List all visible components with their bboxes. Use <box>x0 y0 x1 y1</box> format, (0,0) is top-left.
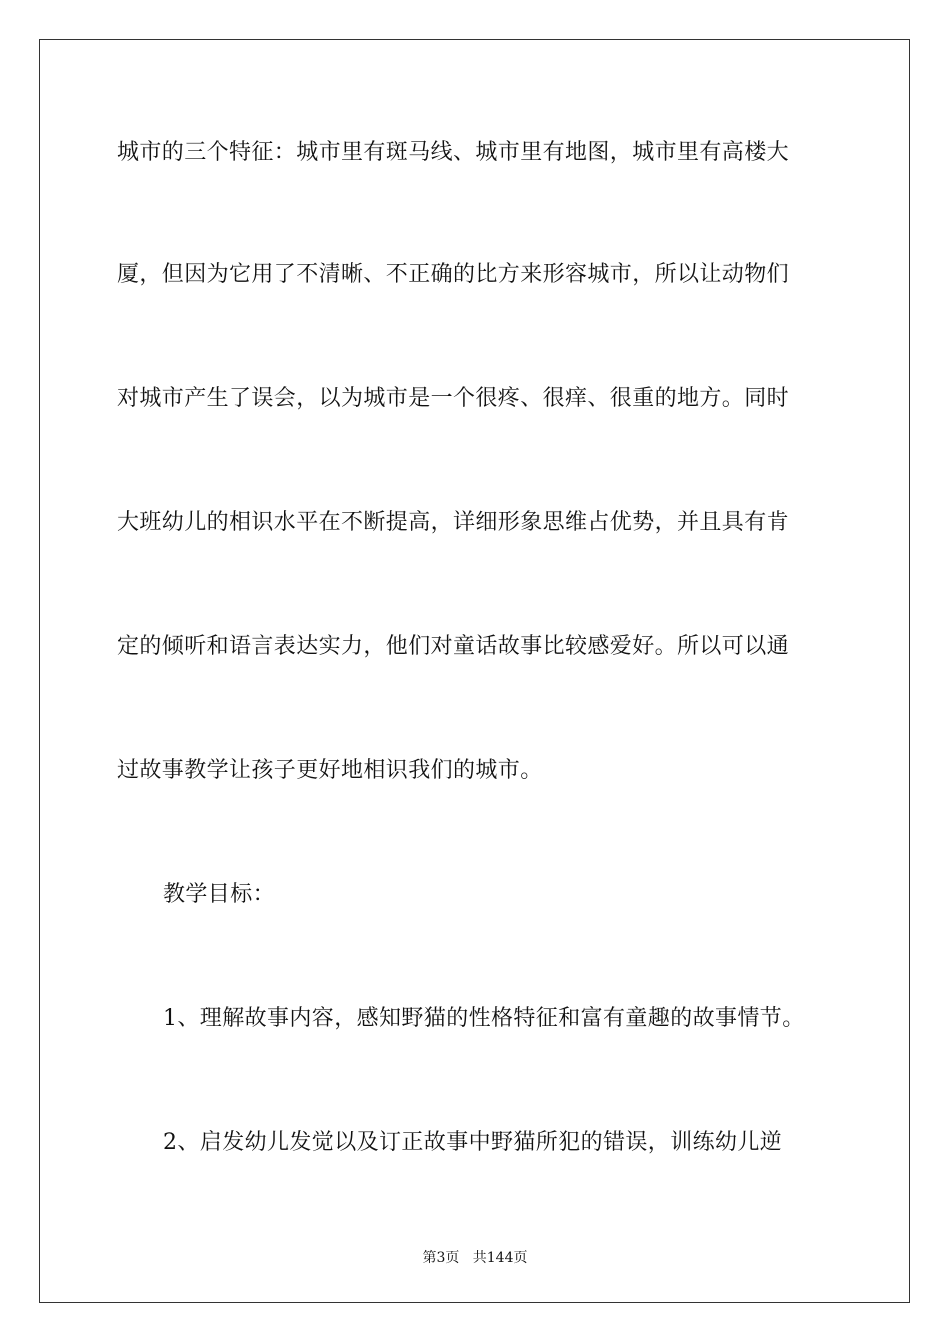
page-border <box>39 39 910 1303</box>
list-item: 2、启发幼儿发觉以及订正故事中野猫所犯的错误，训练幼儿逆 <box>163 1130 783 1155</box>
paragraph-line: 厦，但因为它用了不清晰、不正确的比方来形容城市，所以让动物们 <box>117 262 790 287</box>
paragraph-line: 大班幼儿的相识水平在不断提高，详细形象思维占优势，并且具有肯 <box>117 510 790 535</box>
paragraph-line: 过故事教学让孩子更好地相识我们的城市。 <box>117 758 543 783</box>
section-heading: 教学目标： <box>163 882 276 907</box>
paragraph-line: 定的倾听和语言表达实力，他们对童话故事比较感爱好。所以可以通 <box>117 634 790 659</box>
paragraph-line: 城市的三个特征：城市里有斑马线、城市里有地图，城市里有高楼大 <box>117 140 790 165</box>
page-number-footer: 第3页 共144页 <box>422 1250 528 1266</box>
list-item: 1、理解故事内容，感知野猫的性格特征和富有童趣的故事情节。 <box>163 1006 805 1031</box>
paragraph-line: 对城市产生了误会，以为城市是一个很疼、很痒、很重的地方。同时 <box>117 386 790 411</box>
